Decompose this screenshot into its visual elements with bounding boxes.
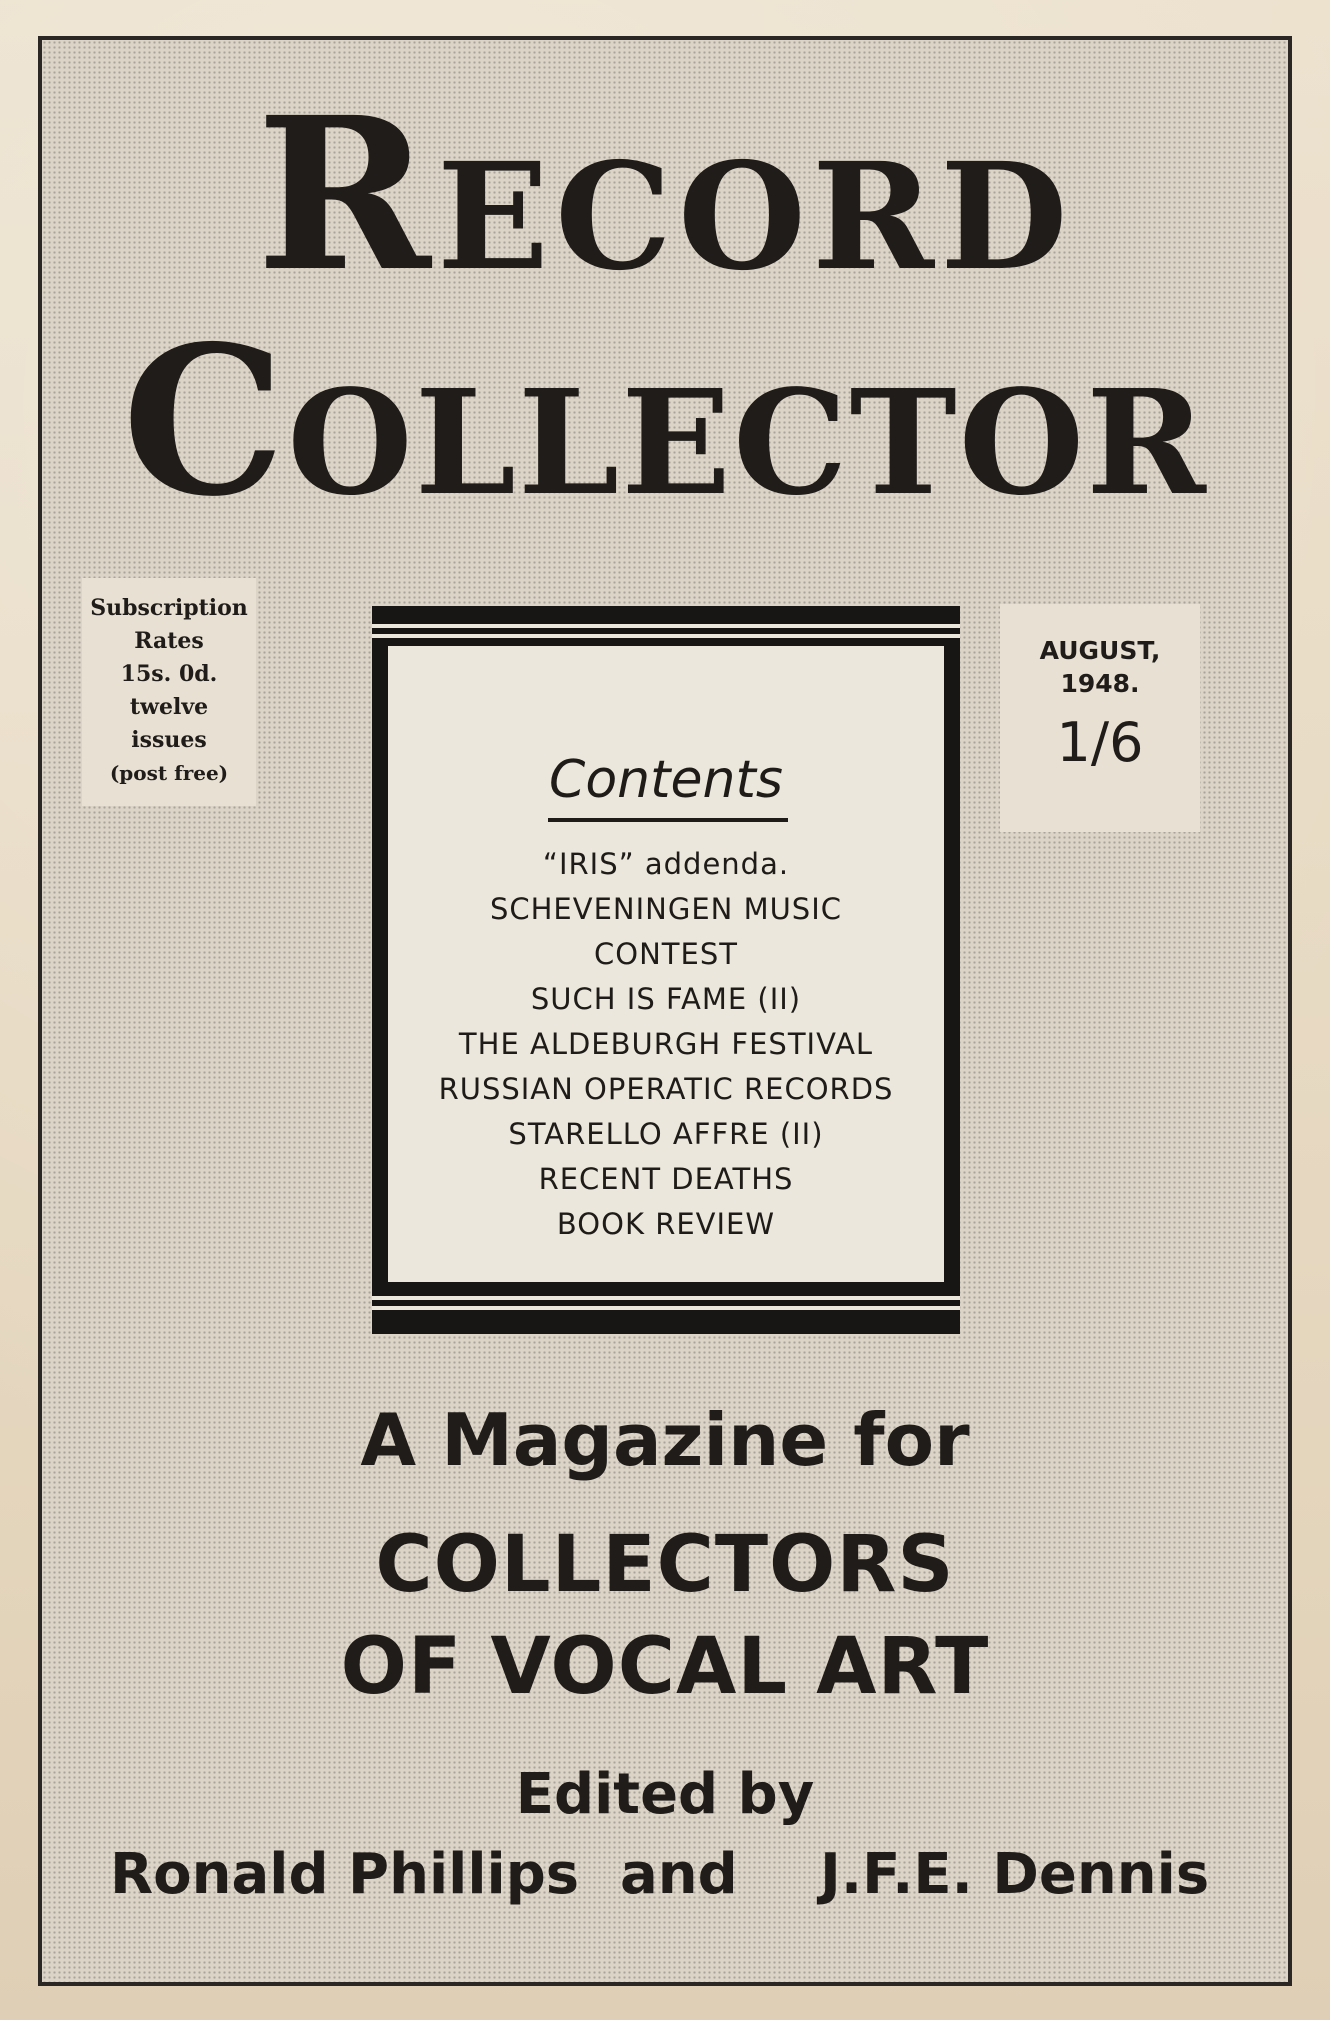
contents-item: CONTEST <box>594 937 738 971</box>
subscription-note: (post free) <box>109 761 229 785</box>
issue-price: 1/6 <box>1056 711 1144 774</box>
edited-by-label: Edited by <box>515 1762 815 1827</box>
subscription-line: 15s. 0d. <box>120 661 218 687</box>
contents-item: RECENT DEATHS <box>538 1162 794 1196</box>
tagline-line-3: OF VOCAL ART <box>340 1622 990 1712</box>
issue-month: AUGUST, <box>1039 636 1161 665</box>
subscription-line: Subscription <box>90 595 248 621</box>
contents-item: RUSSIAN OPERATIC RECORDS <box>438 1072 894 1106</box>
contents-panel <box>372 606 960 1334</box>
subscription-line: twelve <box>129 694 209 720</box>
masthead-title-line-1: Record <box>256 71 1074 318</box>
tagline-line-2: COLLECTORS <box>375 1520 955 1610</box>
contents-underline <box>548 818 788 822</box>
contents-bottom-stripe <box>372 1306 960 1310</box>
issue-box <box>1000 604 1200 832</box>
contents-item: BOOK REVIEW <box>556 1207 776 1241</box>
masthead-title-line-2: Collector <box>122 302 1208 542</box>
subscription-line: issues <box>131 727 207 753</box>
subscription-box <box>82 578 256 806</box>
contents-item: SUCH IS FAME (II) <box>530 982 802 1016</box>
editor-name-1: Ronald Phillips <box>110 1842 580 1907</box>
editor-name-2: J.F.E. Dennis <box>820 1842 1210 1907</box>
contents-item: SCHEVENINGEN MUSIC <box>489 892 843 926</box>
contents-top-stripe <box>372 634 960 638</box>
contents-item: “IRIS” addenda. <box>542 847 790 881</box>
contents-list <box>388 842 944 1247</box>
contents-item: THE ALDEBURGH FESTIVAL <box>458 1027 874 1061</box>
contents-heading: Contents <box>549 750 783 810</box>
contents-bottom-stripe <box>372 1296 960 1300</box>
contents-inner <box>388 646 944 1282</box>
editors-conjunction: and <box>620 1842 738 1907</box>
subscription-line: Rates <box>134 628 204 654</box>
contents-top-stripe <box>372 624 960 628</box>
contents-item: STARELLO AFFRE (II) <box>508 1117 824 1151</box>
tagline-line-1: A Magazine for <box>360 1398 970 1482</box>
issue-year: 1948. <box>1060 669 1140 698</box>
